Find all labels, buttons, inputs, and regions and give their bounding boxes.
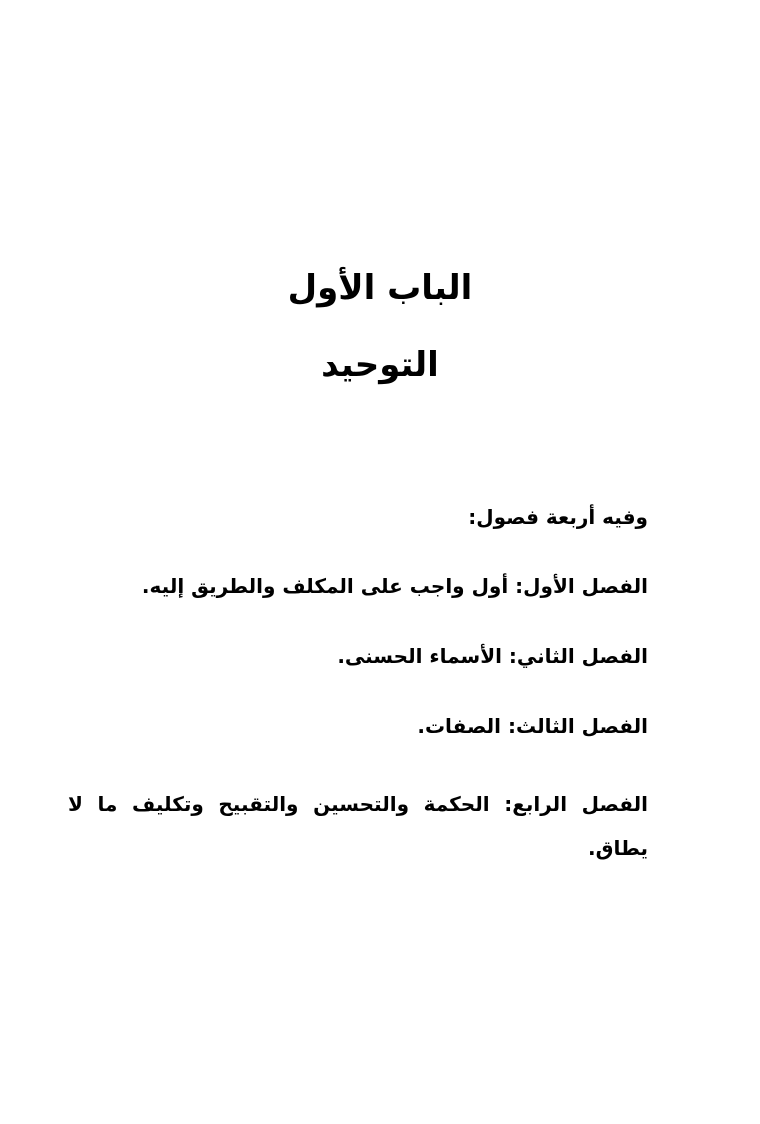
chapter-item-2: الفصل الثاني: الأسماء الحسنى. — [337, 644, 648, 668]
part-subject-title: التوحيد — [321, 345, 439, 385]
chapters-intro: وفيه أربعة فصول: — [468, 505, 648, 529]
chapter-item-3: الفصل الثالث: الصفات. — [417, 714, 648, 738]
chapter-item-1: الفصل الأول: أول واجب على المكلف والطريق إليه. — [141, 574, 648, 598]
chapter-item-4: الفصل الرابع: الحكمة والتحسين والتقبيح وتكليف ما لا يطاق. — [68, 792, 648, 860]
part-heading: الباب الأول — [287, 268, 473, 308]
